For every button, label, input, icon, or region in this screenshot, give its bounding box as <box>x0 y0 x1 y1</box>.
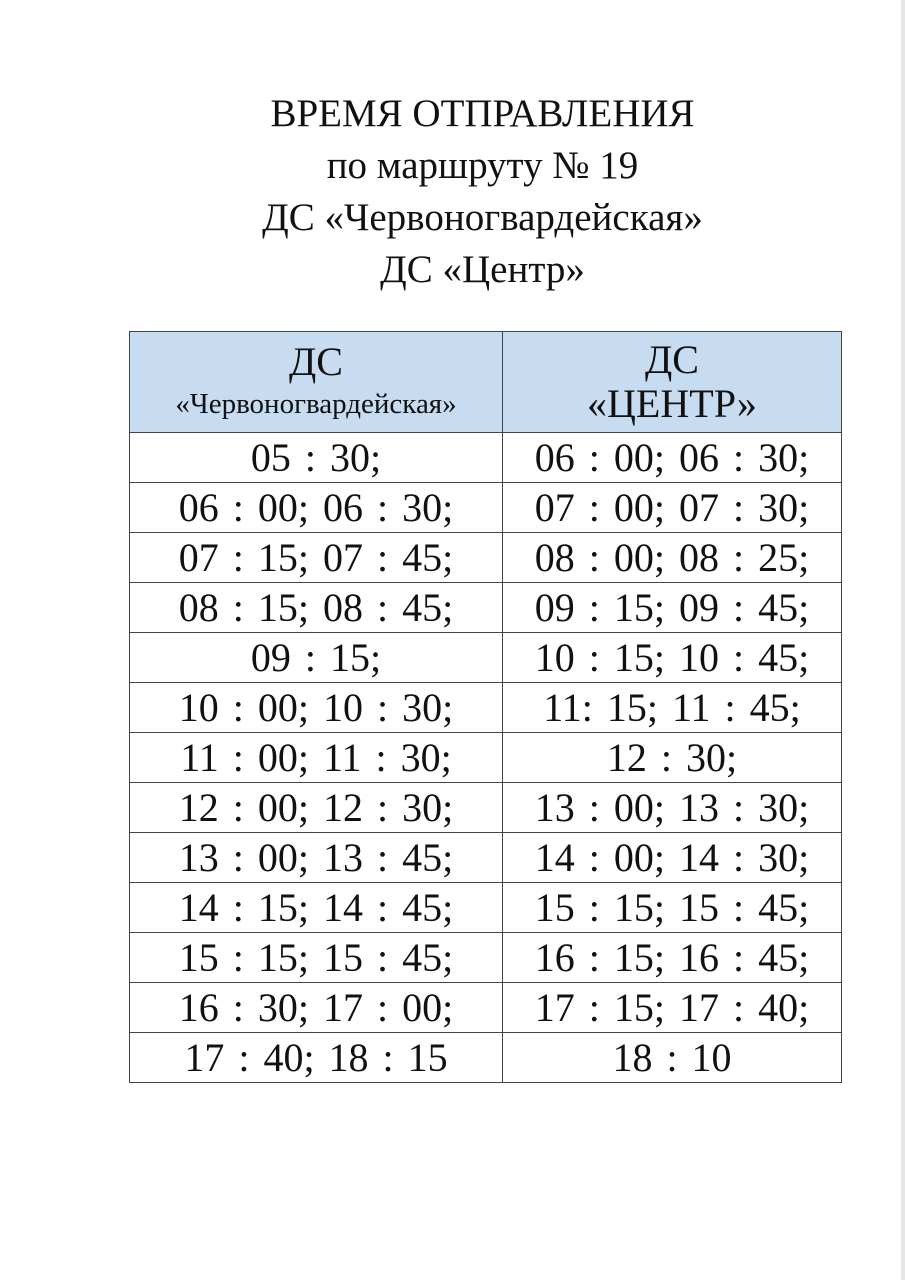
departure-cell-tsentr: 08 : 00; 08 : 25; <box>503 533 842 583</box>
table-row <box>130 433 842 483</box>
table-row <box>130 683 842 733</box>
departure-cell-tsentr: 18 : 10 <box>503 1033 842 1083</box>
column-header-chervonogvardeyskaya <box>130 332 503 433</box>
table-row <box>130 583 842 633</box>
departure-cell-chervonogvardeyskaya: 13 : 00; 13 : 45; <box>130 833 503 883</box>
departure-cell-chervonogvardeyskaya: 06 : 00; 06 : 30; <box>130 483 503 533</box>
table-row <box>130 733 842 783</box>
departure-cell-tsentr: 07 : 00; 07 : 30; <box>503 483 842 533</box>
departure-cell-chervonogvardeyskaya: 09 : 15; <box>130 633 503 683</box>
departure-cell-chervonogvardeyskaya: 11 : 00; 11 : 30; <box>130 733 503 783</box>
title-line-origin-stop: ДС «Червоногвардейская» <box>262 196 703 239</box>
column-header-stop-name: «ЦЕНТР» <box>587 381 757 426</box>
schedule-title <box>0 88 905 296</box>
table-row <box>130 983 842 1033</box>
departure-cell-chervonogvardeyskaya: 05 : 30; <box>130 433 503 483</box>
table-row <box>130 883 842 933</box>
table-row <box>130 933 842 983</box>
table-header-row <box>130 332 842 433</box>
column-header-stop-name: «Червоногвардейская» <box>175 388 457 420</box>
departure-cell-tsentr: 15 : 15; 15 : 45; <box>503 883 842 933</box>
departure-cell-tsentr: 09 : 15; 09 : 45; <box>503 583 842 633</box>
departure-cell-chervonogvardeyskaya: 17 : 40; 18 : 15 <box>130 1033 503 1083</box>
table-row <box>130 783 842 833</box>
table-row <box>130 1033 842 1083</box>
departure-cell-tsentr: 16 : 15; 16 : 45; <box>503 933 842 983</box>
departure-cell-tsentr: 13 : 00; 13 : 30; <box>503 783 842 833</box>
departure-cell-chervonogvardeyskaya: 16 : 30; 17 : 00; <box>130 983 503 1033</box>
table-row <box>130 533 842 583</box>
table-row <box>130 833 842 883</box>
departure-cell-chervonogvardeyskaya: 08 : 15; 08 : 45; <box>130 583 503 633</box>
title-line-departure-time: ВРЕМЯ ОТПРАВЛЕНИЯ <box>270 92 695 135</box>
departure-cell-tsentr: 11: 15; 11 : 45; <box>503 683 842 733</box>
table-row <box>130 483 842 533</box>
departure-schedule-table <box>129 331 842 1083</box>
departure-cell-chervonogvardeyskaya: 12 : 00; 12 : 30; <box>130 783 503 833</box>
departure-cell-tsentr: 14 : 00; 14 : 30; <box>503 833 842 883</box>
departure-cell-chervonogvardeyskaya: 10 : 00; 10 : 30; <box>130 683 503 733</box>
departure-cell-chervonogvardeyskaya: 14 : 15; 14 : 45; <box>130 883 503 933</box>
column-header-prefix: ДС <box>645 337 699 382</box>
departure-cell-tsentr: 06 : 00; 06 : 30; <box>503 433 842 483</box>
departure-cell-tsentr: 12 : 30; <box>503 733 842 783</box>
title-line-destination-stop: ДС «Центр» <box>380 248 585 291</box>
departure-cell-tsentr: 10 : 15; 10 : 45; <box>503 633 842 683</box>
departure-cell-chervonogvardeyskaya: 15 : 15; 15 : 45; <box>130 933 503 983</box>
title-line-route-number: по маршруту № 19 <box>326 144 639 187</box>
column-header-prefix: ДС <box>289 339 343 384</box>
column-header-tsentr <box>503 332 842 433</box>
departure-cell-chervonogvardeyskaya: 07 : 15; 07 : 45; <box>130 533 503 583</box>
departure-cell-tsentr: 17 : 15; 17 : 40; <box>503 983 842 1033</box>
table-row <box>130 633 842 683</box>
